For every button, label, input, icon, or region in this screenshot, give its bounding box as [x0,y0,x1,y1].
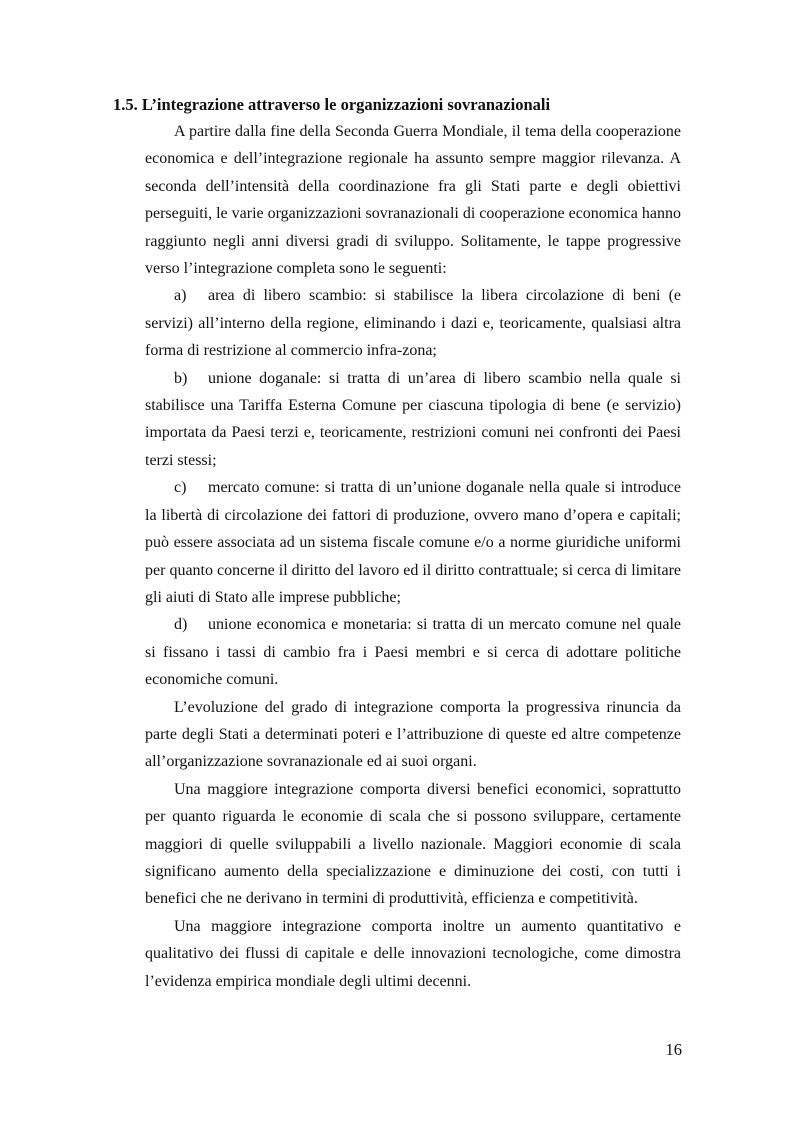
list-text-c: mercato comune: si tratta di un’unione doganale nella quale si introduce la libertà di circolazione dei fattori di produzione, ovvero mano d’opera e capitali; può essere associata ad un sistema fiscale comune e/o a norme giuridiche uniformi per quanto concerne il diritto del lavoro ed il diritto contrattuale; si cerca di limitare gli aiuti di Stato alle imprese pubbliche; [145,479,681,606]
paragraph-intro: A partire dalla fine della Seconda Guerra Mondiale, il tema della cooperazione economica e dell’integrazione regionale ha assunto sempre maggior rilevanza. A seconda dell’intensità della coordinazione fra gli Stati parte e degli obiettivi perseguiti, le varie organizzazioni sovranazionali di cooperazione economica hanno raggiunto negli anni diversi gradi di sviluppo. Solitamente, le tappe progressive verso l’integrazione completa sono le seguenti: [145,123,681,278]
list-item-a [145,282,681,364]
body-text [145,118,681,995]
section-heading [113,91,683,118]
list-marker-c: c) [174,479,187,497]
list-text-b: unione doganale: si tratta di un’area di libero scambio nella quale si stabilisce una Tariffa Esterna Comune per ciascuna tipologia di bene (e servizio) importata da Paesi terzi e, teoricamente, restrizioni comuni nei confronti dei Paesi terzi stessi; [145,369,681,469]
paragraph-flows: Una maggiore integrazione comporta inoltre un aumento quantitativo e qualitativo dei flussi di capitale e delle innovazioni tecnologiche, come dimostra l’evidenza empirica mondiale degli ultimi decenni. [145,917,681,990]
section-number: 1.5. [113,95,138,114]
list-marker-b: b) [174,369,188,387]
section-title: L’integrazione attraverso le organizzazioni sovranazionali [141,95,551,114]
list-item-b [145,365,681,475]
list-item-c [145,474,681,611]
list-text-d: unione economica e monetaria: si tratta di un mercato comune nel quale si fissano i tassi di cambio fra i Paesi membri e si cerca di adottare politiche economiche comuni. [145,616,681,689]
list-text-a: area di libero scambio: si stabilisce la libera circolazione di beni (e servizi) all’interno della regione, eliminando i dazi e, teoricamente, qualsiasi altra forma di restrizione al commercio infra-zona; [145,287,681,360]
paragraph-benefits: Una maggiore integrazione comporta diversi benefici economici, soprattutto per quanto riguarda le economie di scala che si possono sviluppare, certamente maggiori di quelle sviluppabili a livello nazionale. Maggiori economie di scala significano aumento della specializzazione e diminuzione dei costi, con tutti i benefici che ne derivano in termini di produttività, efficienza e competitività. [145,780,681,908]
list-marker-a: a) [174,287,187,305]
paragraph-evolution: L’evoluzione del grado di integrazione comporta la progressiva rinuncia da parte degli Stati a determinati poteri e l’attribuzione di queste ed altre competenze all’organizzazione sovranazionale ed ai suoi organi. [145,698,681,771]
page-number: 16 [665,1040,682,1059]
list-marker-d: d) [174,616,188,634]
list-item-d [145,611,681,693]
